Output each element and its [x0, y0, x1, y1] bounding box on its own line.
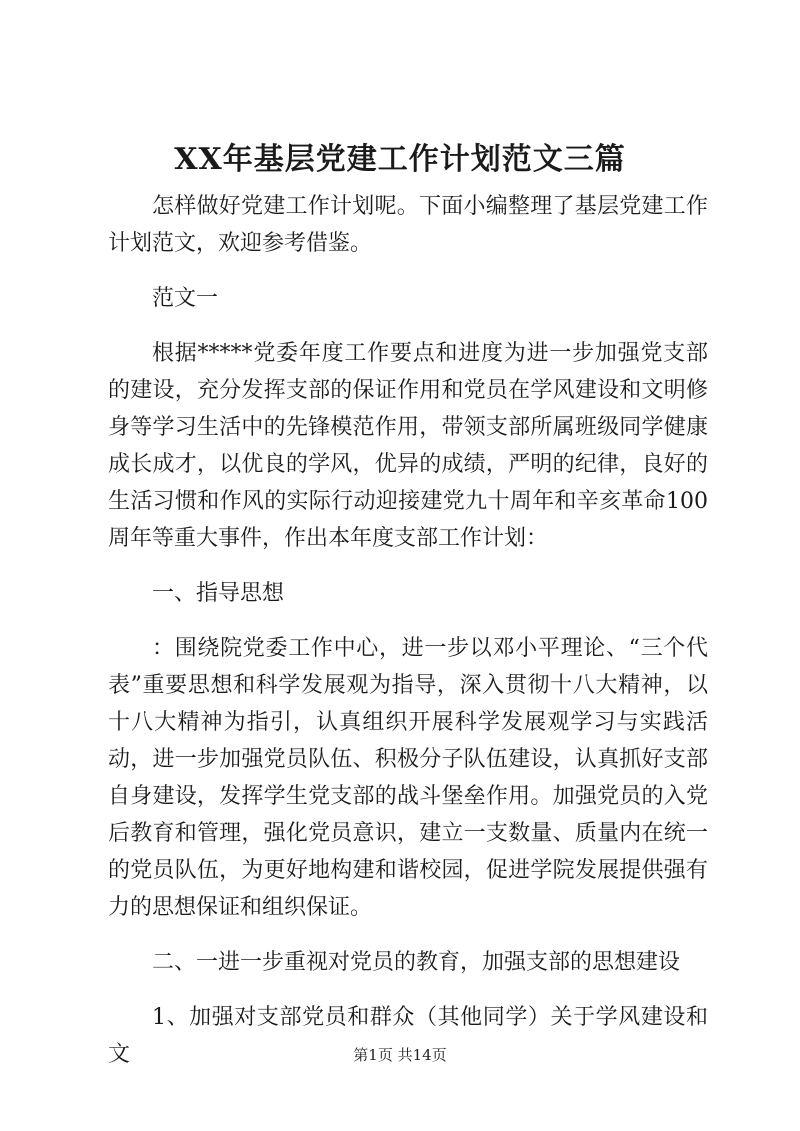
body-paragraph: ：围绕院党委工作中心，进一步以邓小平理论、“三个代表”重要思想和科学发展观为指导，深入贯彻十八大精神，以十八大精神为指引，认真组织开展科学发展观学习与实践活动，进一步加强党员队伍、积极分子队伍建设，认真抓好支部自身建设，发挥学生党支部的战斗堡垒作用。加强党员的入党后教育和管理，强化党员意识，建立一支数量、质量内在统一的党员队伍，为更好地构建和谐校园，促进学院发展提供强有力的思想保证和组织保证。	[108, 636, 708, 920]
body-paragraph: 1、加强对支部党员和群众（其他同学）关于学风建设和文	[108, 1005, 708, 1067]
section-heading-fanwen-1: 范文一	[152, 286, 219, 311]
intro-paragraph: 怎样做好党建工作计划呢。下面小编整理了基层党建工作计划范文，欢迎参考借鉴。	[108, 194, 708, 256]
body-paragraph: 根据*****党委年度工作要点和进度为进一步加强党支部的建设，充分发挥支部的保证作用和党员在学风建设和文明修身等学习生活中的先锋模范作用，带领支部所属班级同学健康成长成才，以优良的学风，优异的成绩，严明的纪律，良好的生活习惯和作风的实际行动迎接建党九十周年和辛亥革命100周年等重大事件，作出本年度支部工作计划：	[108, 341, 708, 551]
section-heading-party-education: 二、一进一步重视对党员的教育，加强支部的思想建设	[152, 950, 681, 975]
document-title: XX年基层党建工作计划范文三篇	[174, 142, 626, 177]
document-body	[108, 188, 708, 1073]
page-footer: 第1页 共14页	[353, 1046, 447, 1064]
section-heading-guiding-thought: 一、指导思想	[152, 581, 285, 606]
